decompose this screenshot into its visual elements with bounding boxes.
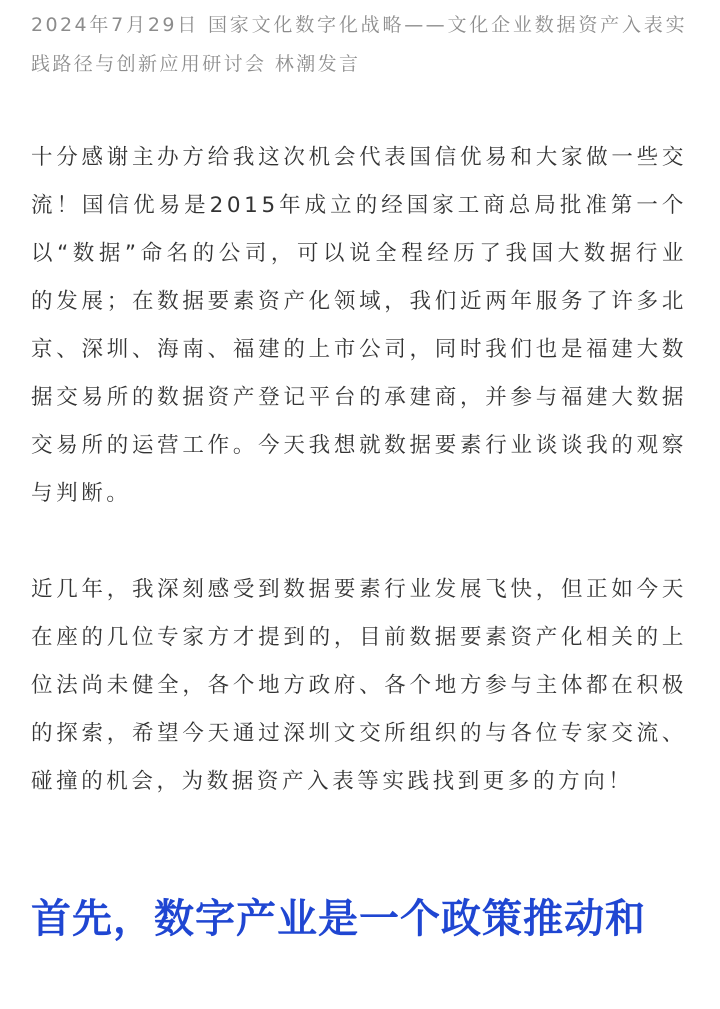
article-body (31, 0, 687, 946)
paragraph-intro: 十分感谢主办方给我这次机会代表国信优易和大家做一些交流！国信优易是2015年成立的经国家工商总局批准第一个以“数据”命名的公司，可以说全程经历了我国大数据行业的发展；在数据要素资产化领域，我们近两年服务了许多北京、深圳、海南、福建的上市公司，同时我们也是福建大数据交易所的数据资产登记平台的承建商，并参与福建大数据交易所的运营工作。今天我想就数据要素行业谈谈我的观察与判断。 (31, 145, 687, 506)
photo-caption: 2024年7月29日 国家文化数字化战略——文化企业数据资产入表实践路径与创新应用研讨会 林潮发言 (31, 14, 687, 75)
section-heading: 首先，数字产业是一个政策推动和 (31, 896, 646, 942)
paragraph-observation: 近几年，我深刻感受到数据要素行业发展飞快，但正如今天在座的几位专家方才提到的，目前数据要素资产化相关的上位法尚未健全，各个地方政府、各个地方参与主体都在积极的探索，希望今天通过深圳文交所组织的与各位专家交流、碰撞的机会，为数据资产入表等实践找到更多的方向！ (31, 577, 687, 794)
